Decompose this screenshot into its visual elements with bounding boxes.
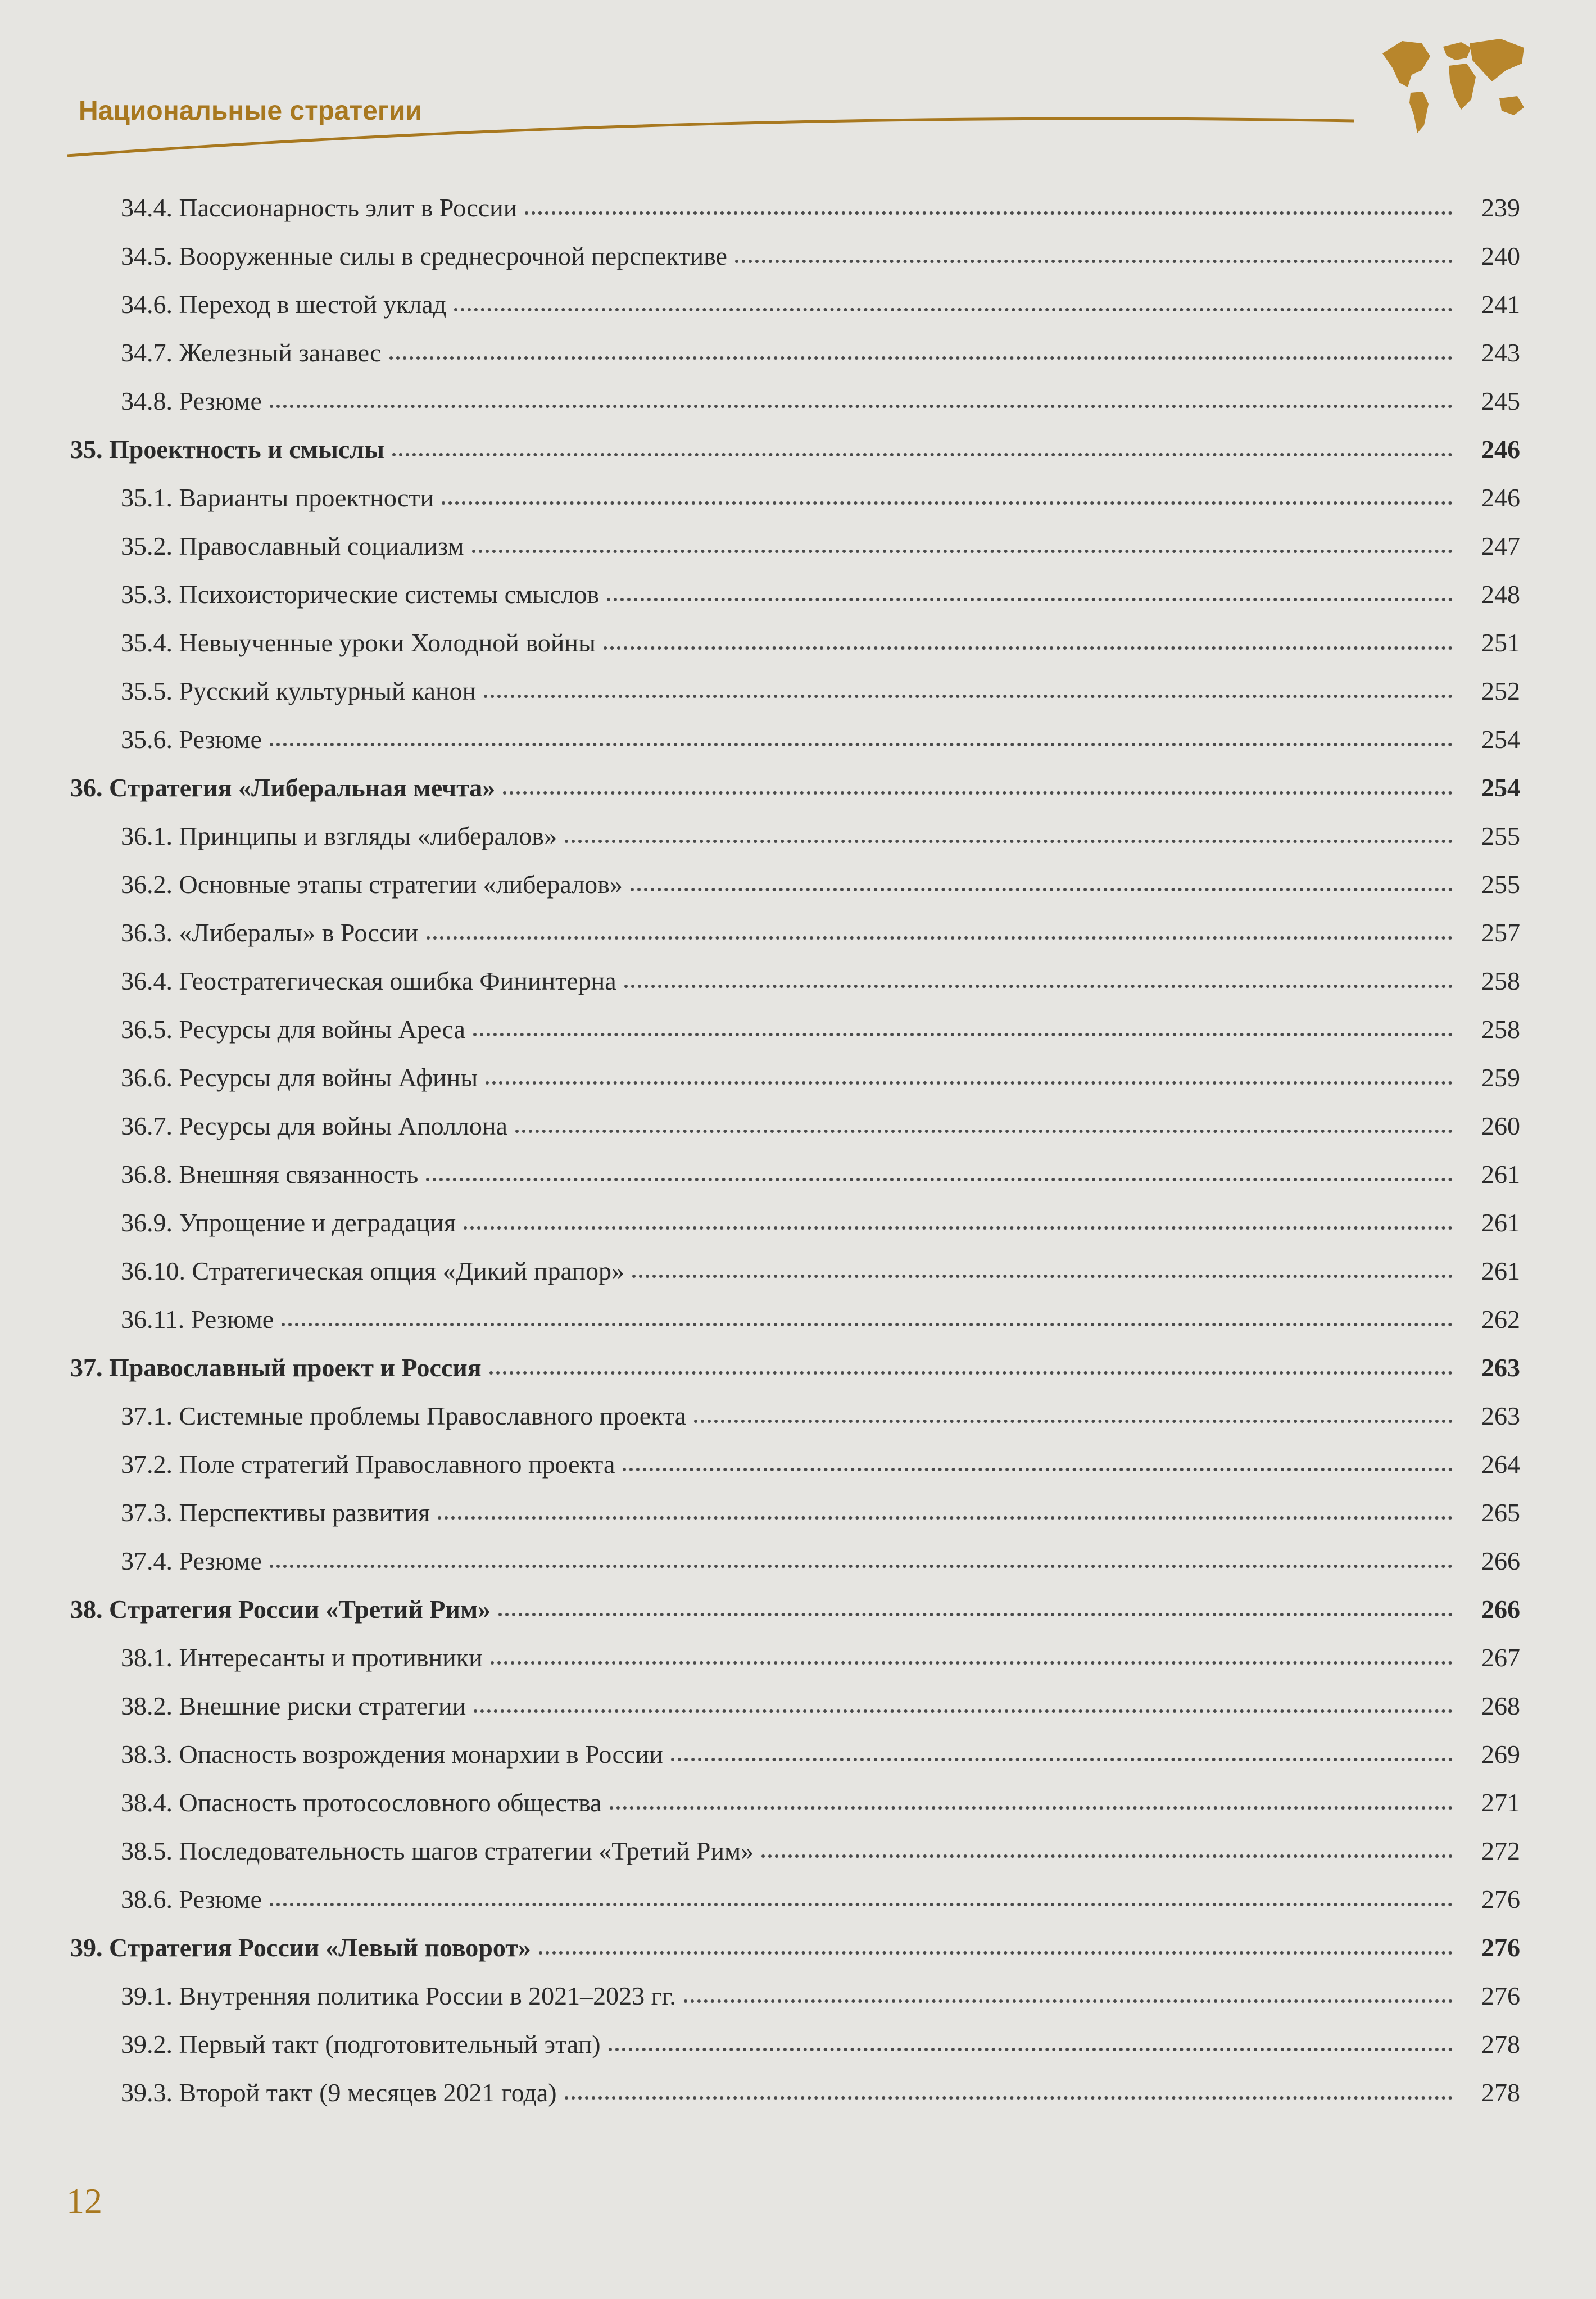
toc-entry-title: 38.2. Внешние риски стратегии <box>121 1692 466 1720</box>
toc-entry-page: 262 <box>1481 1305 1520 1334</box>
dot-leader <box>389 356 1453 360</box>
toc-entry-title: 36.3. «Либералы» в России <box>121 918 419 947</box>
toc-entry-title: 34.8. Резюме <box>121 387 262 415</box>
toc-section-row[interactable] <box>70 706 1520 754</box>
toc-entry-page: 266 <box>1481 1595 1520 1624</box>
toc-section-row[interactable] <box>70 1479 1520 1527</box>
toc-entry-page: 261 <box>1481 1208 1520 1237</box>
toc-section-row[interactable] <box>70 1817 1520 1866</box>
dot-leader <box>427 936 1453 940</box>
toc-entry-page: 252 <box>1481 677 1520 705</box>
header-rule <box>62 115 1354 160</box>
dot-leader <box>472 550 1453 553</box>
toc-entry-title: 36.8. Внешняя связанность <box>121 1160 419 1189</box>
toc-entry-page: 254 <box>1481 725 1520 754</box>
running-header: Национальные стратегии <box>79 96 422 126</box>
toc-section-row[interactable] <box>70 1721 1520 1769</box>
toc-entry-title: 37.4. Резюме <box>121 1547 262 1575</box>
dot-leader <box>684 1999 1453 2003</box>
toc-entry-page: 276 <box>1481 1933 1520 1962</box>
dot-leader <box>392 453 1453 456</box>
toc-entry-title: 36.11. Резюме <box>121 1305 274 1334</box>
toc-section-row[interactable] <box>70 464 1520 513</box>
toc-entry-title: 37. Православный проект и Россия <box>70 1353 482 1382</box>
toc-entry-title: 35.2. Православный социализм <box>121 532 464 560</box>
toc-entry-page: 257 <box>1481 918 1520 947</box>
toc-entry-title: 34.7. Железный занавес <box>121 338 382 367</box>
toc-entry-title: 36.9. Упрощение и деградация <box>121 1208 456 1237</box>
dot-leader <box>671 1758 1453 1761</box>
dot-leader <box>694 1420 1453 1423</box>
toc-section-row[interactable] <box>70 996 1520 1044</box>
toc-entry-page: 269 <box>1481 1740 1520 1769</box>
table-of-contents <box>70 174 1520 2107</box>
toc-section-row[interactable] <box>70 657 1520 706</box>
toc-entry-page: 258 <box>1481 967 1520 995</box>
toc-section-row[interactable] <box>70 1044 1520 1092</box>
dot-leader <box>609 2048 1453 2051</box>
toc-entry-page: 254 <box>1481 773 1520 802</box>
toc-entry-page: 259 <box>1481 1063 1520 1092</box>
dot-leader <box>623 1468 1453 1471</box>
toc-entry-title: 36.7. Ресурсы для войны Аполлона <box>121 1112 507 1140</box>
toc-chapter-row[interactable] <box>70 1576 1520 1624</box>
dot-leader <box>282 1323 1453 1326</box>
toc-section-row[interactable] <box>70 271 1520 319</box>
toc-section-row[interactable] <box>70 851 1520 899</box>
toc-entry-title: 39.3. Второй такт (9 месяцев 2021 года) <box>121 2078 557 2107</box>
toc-entry-title: 38.6. Резюме <box>121 1885 262 1913</box>
toc-entry-page: 263 <box>1481 1402 1520 1430</box>
toc-entry-page: 278 <box>1481 2030 1520 2058</box>
toc-entry-title: 39. Стратегия России «Левый поворот» <box>70 1933 531 1962</box>
toc-entry-page: 245 <box>1481 387 1520 415</box>
toc-entry-page: 246 <box>1481 435 1520 464</box>
toc-entry-title: 34.5. Вооруженные силы в среднесрочной перспективе <box>121 242 727 270</box>
toc-entry-page: 260 <box>1481 1112 1520 1140</box>
toc-section-row[interactable] <box>70 802 1520 851</box>
toc-chapter-row[interactable] <box>70 1914 1520 1962</box>
toc-entry-page: 255 <box>1481 870 1520 899</box>
toc-section-row[interactable] <box>70 947 1520 996</box>
toc-entry-title: 35. Проектность и смыслы <box>70 435 385 464</box>
dot-leader <box>624 985 1453 988</box>
dot-leader <box>525 211 1453 215</box>
toc-entry-page: 251 <box>1481 628 1520 657</box>
toc-entry-title: 34.6. Переход в шестой уклад <box>121 290 447 319</box>
toc-section-row[interactable] <box>70 1092 1520 1141</box>
toc-entry-title: 39.2. Первый такт (подготовительный этап) <box>121 2030 601 2058</box>
dot-leader <box>565 2096 1453 2100</box>
dot-leader <box>474 1709 1453 1713</box>
dot-leader <box>426 1178 1453 1181</box>
toc-section-row[interactable] <box>70 1527 1520 1576</box>
toc-entry-title: 38.1. Интересанты и противники <box>121 1643 483 1672</box>
toc-section-row[interactable] <box>70 1189 1520 1237</box>
toc-entry-title: 36.10. Стратегическая опция «Дикий прапор» <box>121 1257 624 1285</box>
toc-entry-page: 266 <box>1481 1547 1520 1575</box>
toc-entry-title: 37.3. Перспективы развития <box>121 1498 430 1527</box>
toc-entry-title: 36.5. Ресурсы для войны Ареса <box>121 1015 465 1044</box>
toc-section-row[interactable] <box>70 513 1520 561</box>
toc-entry-title: 36.4. Геостратегическая ошибка Фининтерна <box>121 967 616 995</box>
toc-entry-title: 36.6. Ресурсы для войны Афины <box>121 1063 478 1092</box>
toc-section-row[interactable] <box>70 1962 1520 2011</box>
toc-section-row[interactable] <box>70 1141 1520 1189</box>
dot-leader <box>438 1516 1453 1520</box>
dot-leader <box>491 1661 1453 1665</box>
toc-entry-title: 35.4. Невыученные уроки Холодной войны <box>121 628 596 657</box>
toc-section-row[interactable] <box>70 561 1520 609</box>
toc-section-row[interactable] <box>70 1431 1520 1479</box>
toc-section-row[interactable] <box>70 1672 1520 1721</box>
toc-entry-page: 248 <box>1481 580 1520 609</box>
dot-leader <box>464 1226 1453 1230</box>
toc-chapter-row[interactable] <box>70 754 1520 802</box>
toc-entry-page: 272 <box>1481 1837 1520 1865</box>
dot-leader <box>270 1565 1453 1568</box>
toc-entry-page: 255 <box>1481 822 1520 850</box>
toc-entry-title: 35.6. Резюме <box>121 725 262 754</box>
toc-chapter-row[interactable] <box>70 416 1520 464</box>
toc-entry-title: 36. Стратегия «Либеральная мечта» <box>70 773 496 802</box>
toc-entry-title: 38. Стратегия России «Третий Рим» <box>70 1595 491 1624</box>
toc-section-row[interactable] <box>70 899 1520 947</box>
toc-entry-title: 38.5. Последовательность шагов стратегии «Третий Рим» <box>121 1837 754 1865</box>
dot-leader <box>270 1903 1453 1906</box>
toc-entry-page: 243 <box>1481 338 1520 367</box>
dot-leader <box>610 1806 1453 1810</box>
dot-leader <box>632 1275 1453 1278</box>
toc-entry-page: 241 <box>1481 290 1520 319</box>
toc-entry-page: 278 <box>1481 2078 1520 2107</box>
toc-section-row[interactable] <box>70 1769 1520 1817</box>
toc-entry-page: 276 <box>1481 1981 1520 2010</box>
toc-section-row[interactable] <box>70 1237 1520 1286</box>
dot-leader <box>607 598 1453 601</box>
toc-entry-title: 38.3. Опасность возрождения монархии в России <box>121 1740 663 1769</box>
dot-leader <box>270 405 1453 408</box>
toc-section-row[interactable] <box>70 609 1520 657</box>
toc-chapter-row[interactable] <box>70 1334 1520 1382</box>
toc-entry-page: 261 <box>1481 1160 1520 1189</box>
toc-entry-page: 247 <box>1481 532 1520 560</box>
toc-entry-page: 263 <box>1481 1353 1520 1382</box>
toc-entry-title: 38.4. Опасность протосословного общества <box>121 1788 602 1817</box>
toc-entry-page: 276 <box>1481 1885 1520 1913</box>
dot-leader <box>515 1130 1453 1133</box>
toc-section-row[interactable] <box>70 174 1520 223</box>
toc-entry-page: 239 <box>1481 193 1520 222</box>
toc-entry-page: 240 <box>1481 242 1520 270</box>
toc-entry-page: 265 <box>1481 1498 1520 1527</box>
toc-section-row[interactable] <box>70 2059 1520 2107</box>
dot-leader <box>473 1033 1453 1036</box>
dot-leader <box>761 1854 1453 1858</box>
toc-entry-page: 267 <box>1481 1643 1520 1672</box>
toc-entry-page: 261 <box>1481 1257 1520 1285</box>
dot-leader <box>489 1371 1453 1375</box>
toc-section-row[interactable] <box>70 1286 1520 1334</box>
toc-entry-title: 37.2. Поле стратегий Православного проекта <box>121 1450 615 1479</box>
page-number: 12 <box>66 2181 102 2221</box>
dot-leader <box>503 791 1453 795</box>
toc-entry-title: 35.5. Русский культурный канон <box>121 677 477 705</box>
toc-entry-title: 39.1. Внутренняя политика России в 2021–2023 гг. <box>121 1981 676 2010</box>
toc-entry-page: 271 <box>1481 1788 1520 1817</box>
dot-leader <box>454 308 1453 311</box>
toc-section-row[interactable] <box>70 319 1520 368</box>
toc-section-row[interactable] <box>70 223 1520 271</box>
dot-leader <box>486 1081 1453 1085</box>
toc-entry-page: 246 <box>1481 483 1520 512</box>
toc-section-row[interactable] <box>70 1382 1520 1431</box>
dot-leader <box>565 840 1453 843</box>
toc-entry-title: 37.1. Системные проблемы Православного проекта <box>121 1402 687 1430</box>
toc-section-row[interactable] <box>70 368 1520 416</box>
toc-entry-title: 35.3. Психоисторические системы смыслов <box>121 580 600 609</box>
dot-leader <box>604 646 1453 650</box>
dot-leader <box>484 695 1453 698</box>
toc-entry-page: 268 <box>1481 1692 1520 1720</box>
dot-leader <box>631 888 1453 891</box>
toc-section-row[interactable] <box>70 1624 1520 1672</box>
world-map-icon <box>1377 31 1529 138</box>
toc-section-row[interactable] <box>70 2011 1520 2059</box>
dot-leader <box>442 501 1453 505</box>
dot-leader <box>539 1951 1453 1955</box>
dot-leader <box>498 1613 1453 1616</box>
toc-entry-page: 258 <box>1481 1015 1520 1044</box>
toc-entry-page: 264 <box>1481 1450 1520 1479</box>
toc-entry-title: 35.1. Варианты проектности <box>121 483 434 512</box>
toc-entry-title: 34.4. Пассионарность элит в России <box>121 193 518 222</box>
toc-section-row[interactable] <box>70 1866 1520 1914</box>
dot-leader <box>735 260 1453 263</box>
toc-entry-title: 36.1. Принципы и взгляды «либералов» <box>121 822 557 850</box>
toc-entry-title: 36.2. Основные этапы стратегии «либералов» <box>121 870 623 899</box>
dot-leader <box>270 743 1453 746</box>
